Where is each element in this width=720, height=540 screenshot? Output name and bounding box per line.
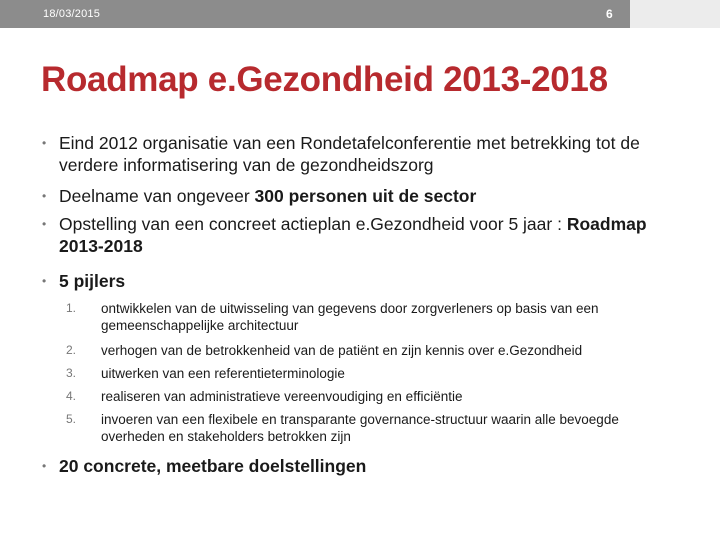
pillar-text: invoeren van een flexibele en transparante governance-structuur waarin alle bevoegde overheden en stakeholders betrokken zijn <box>101 412 619 444</box>
bullet-item <box>42 455 682 477</box>
header-bar <box>0 0 720 28</box>
bullet-text: Deelname van ongeveer <box>59 186 255 206</box>
pillar-item <box>60 411 680 445</box>
bullet-text: Eind 2012 organisatie van een Rondetafelconferentie met betrekking tot de verdere informatisering van de gezondheidszorg <box>59 133 640 175</box>
slide-date: 18/03/2015 <box>43 8 101 20</box>
pillar-item <box>60 300 680 334</box>
pillar-text: verhogen van de betrokkenheid van de patiënt en zijn kennis over e.Gezondheid <box>101 343 583 358</box>
slide-page-number: 6 <box>606 7 613 21</box>
bullet-dot-icon: • <box>42 459 47 473</box>
bullet-item <box>42 185 682 207</box>
bullet-dot-icon: • <box>42 189 47 203</box>
bullet-text-emphasis: Roadmap 2013-2018 <box>59 214 647 256</box>
pillar-item <box>60 342 680 359</box>
pillar-number: 5. <box>66 412 77 426</box>
pillar-text: realiseren van administratieve vereenvoudiging en efficiëntie <box>101 389 463 404</box>
bullet-dot-icon: • <box>42 274 47 288</box>
pillar-item <box>60 388 680 405</box>
pillar-text: uitwerken van een referentieterminologie <box>101 366 345 381</box>
pillar-number: 1. <box>66 301 77 315</box>
bullet-item <box>42 213 682 257</box>
bullet-text-emphasis: 20 concrete, meetbare doelstellingen <box>59 456 367 476</box>
bullet-item <box>42 132 682 176</box>
bullet-text-emphasis: 5 pijlers <box>59 271 126 291</box>
pillar-text: ontwikkelen van de uitwisseling van gegevens door zorgverleners op basis van een gemeenschappelijke architectuur <box>101 301 599 333</box>
pillar-number: 2. <box>66 343 77 357</box>
pillar-number: 3. <box>66 366 77 380</box>
bullet-text: Opstelling van een concreet actieplan e.Gezondheid voor 5 jaar : <box>59 214 567 234</box>
bullet-dot-icon: • <box>42 217 47 231</box>
pillar-number: 4. <box>66 389 77 403</box>
bullet-item <box>42 270 682 292</box>
bullet-dot-icon: • <box>42 136 47 150</box>
slide-title: Roadmap e.Gezondheid 2013-2018 <box>41 60 608 99</box>
bullet-text-emphasis: 300 personen uit de sector <box>254 186 477 206</box>
header-accent-block <box>630 0 720 28</box>
pillar-item <box>60 365 680 382</box>
